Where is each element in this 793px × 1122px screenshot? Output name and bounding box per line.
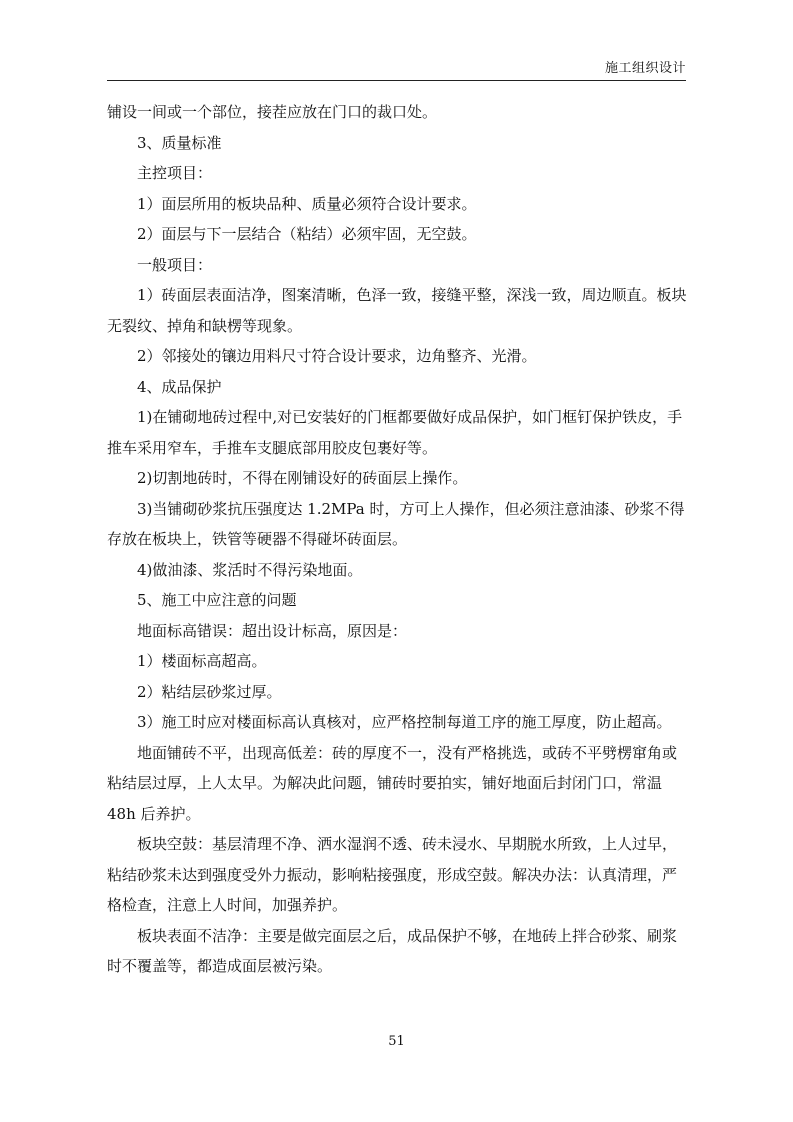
list-item: 2)切割地砖时，不得在刚铺设好的砖面层上操作。: [137, 469, 468, 487]
list-item: 3）施工时应对楼面标高认真核对，应严格控制每道工序的施工厚度，防止超高。: [137, 713, 672, 731]
subheading-general-items: 一般项目：: [137, 255, 213, 274]
list-item: 3)当铺砌砂浆抗压强度达 1.2MPa 时，方可上人操作，但必须注意油漆、砂浆不得存放在板块上，铁管等硬器不得碰坏砖面层。: [107, 499, 685, 548]
running-header-title: 施工组织设计: [604, 61, 686, 76]
section-heading-finished-product-protection: 4、成品保护: [137, 377, 222, 396]
section-heading-construction-issues: 5、施工中应注意的问题: [137, 591, 297, 609]
list-item: 2）邻接处的镶边用料尺寸符合设计要求，边角整齐、光滑。: [137, 347, 537, 365]
paragraph: 地面铺砖不平，出现高低差：砖的厚度不一，没有严格挑选，或砖不平劈楞窜角或粘结层过厚，上人太早。为解决此问题，铺砖时要拍实，铺好地面后封闭门口，常温 48h 后养护。: [107, 743, 678, 823]
list-item: 2）粘结层砂浆过厚。: [137, 682, 282, 701]
list-item: 4)做油漆、浆活时不得污染地面。: [137, 560, 363, 579]
list-item: 1)在铺砌地砖过程中,对已安装好的门框都要做好成品保护，如门框钉保护铁皮，手推车采用窄车，手推车支腿底部用胶皮包裹好等。: [107, 408, 683, 457]
page-number: 51: [388, 1034, 405, 1049]
section-heading-quality-standard: 3、质量标准: [137, 133, 222, 152]
paragraph: 板块表面不洁净：主要是做完面层之后，成品保护不够，在地砖上拌合砂浆、刷浆时不覆盖等，都造成面层被污染。: [107, 926, 678, 975]
list-item: 1）面层所用的板块品种、质量必须符合设计要求。: [137, 194, 477, 213]
subheading-main-items: 主控项目：: [137, 164, 213, 182]
list-item: 1）楼面标高超高。: [137, 652, 267, 670]
paragraph: 地面标高错误：超出设计标高，原因是：: [137, 621, 408, 640]
list-item: 1）砖面层表面洁净，图案清晰，色泽一致，接缝平整，深浅一致，周边顺直。板块无裂纹、掉角和缺楞等现象。: [107, 286, 687, 335]
paragraph: 铺设一间或一个部位，接茬应放在门口的裁口处。: [107, 103, 438, 121]
header-divider: [107, 80, 686, 81]
document-body: [107, 97, 687, 982]
paragraph: 板块空鼓：基层清理不净、洒水湿润不透、砖未浸水、早期脱水所致，上人过早，粘结砂浆未达到强度受外力振动，影响粘接强度，形成空鼓。解决办法：认真清理，严格检查，注意上人时间，加强养护。: [107, 835, 678, 914]
list-item: 2）面层与下一层结合（粘结）必须牢固，无空鼓。: [137, 225, 477, 243]
